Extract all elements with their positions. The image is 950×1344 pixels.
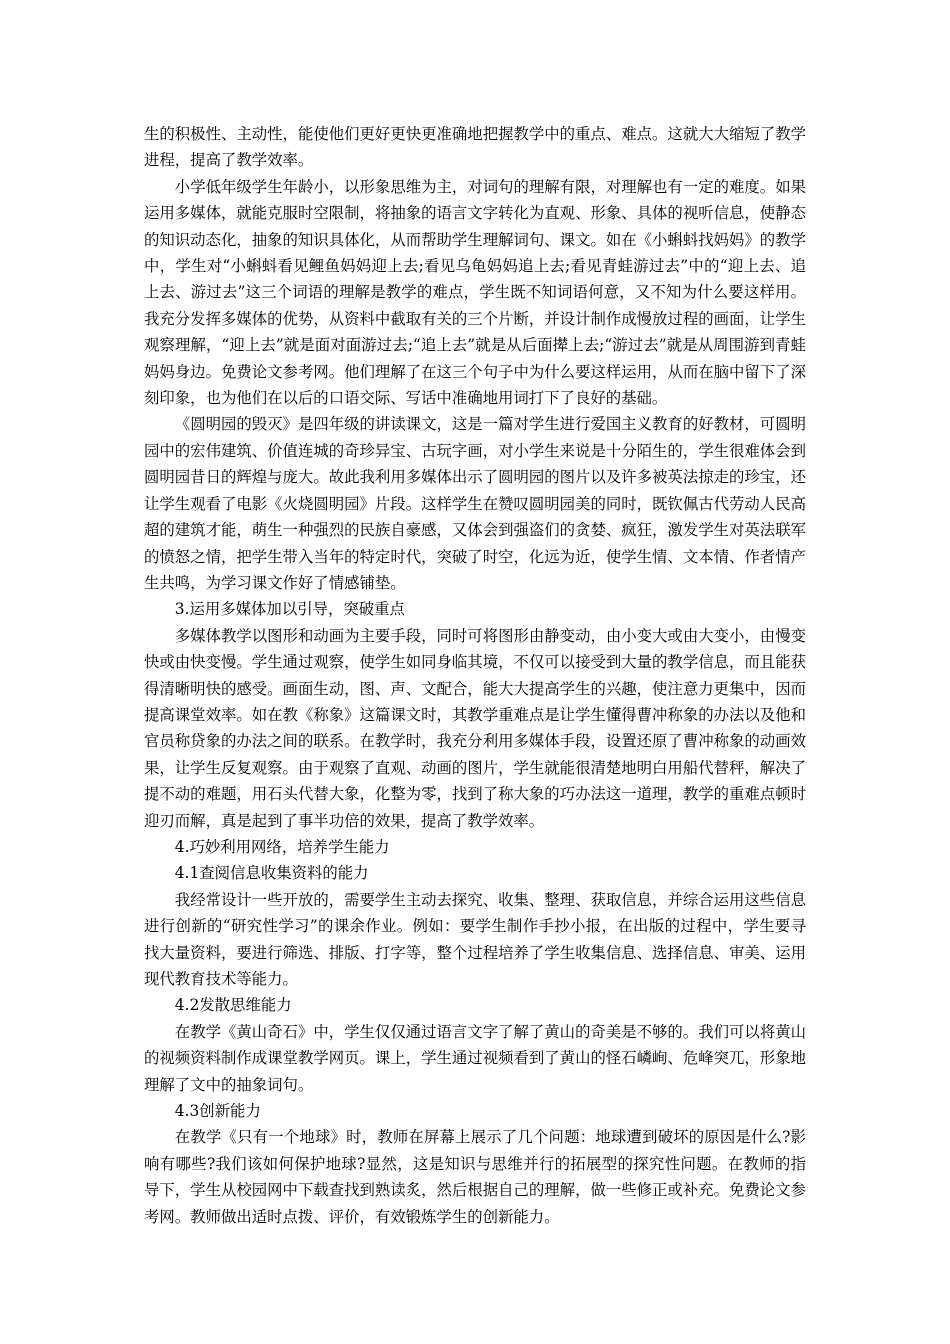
section-heading-4: 4.巧妙利用网络，培养学生能力 — [174, 837, 390, 856]
section-heading-3: 3.运用多媒体加以引导，突破重点 — [174, 600, 405, 619]
paragraph-multimedia-lower-grades: 小学低年级学生年龄小，以形象思维为主，对词句的理解有限，对理解也有一定的难度。如果运用多媒体，就能克服时空限制，将抽象的语言文字转化为直观、形象、具体的视听信息，使静态的知识动态化，抽象的知识具体化，从而帮助学生理解词句、课文。如在《小蝌蚪找妈妈》的教学中，学生对“小蝌蚪看见鲤鱼妈妈迎上去;看见乌龟妈妈追上去;看见青蛙游过去”中的“迎上去、追上去、游过去”这三个词语的理解是教学的难点，学生既不知词语何意，又不知为什么要这样用。我充分发挥多媒体的优势，从资料中截取有关的三个片断，并设计制作成慢放过程的画面，让学生观察理解，“迎上去”就是面对面游过去;“追上去”就是从后面撵上去;“游过去”就是从周围游到青蛙妈妈身边。免费论文参考网。他们理解了在这三个句子中为什么要这样运用，从而在脑中留下了深刻印象，也为他们在以后的口语交际、写话中准确地用词打下了良好的基础。 — [144, 177, 806, 408]
paragraph-innovation: 在教学《只有一个地球》时，教师在屏幕上展示了几个问题：地球遭到破坏的原因是什么?影响有哪些?我们该如何保护地球?显然，这是知识与思维并行的拓展型的探究性问题。在教师的指导下，学生从校园网中下载查找到熟读炙，然后根据自己的理解，做一些修正或补充。免费论文参考网。教师做出适时点拨、评价，有效锻炼学生的创新能力。 — [144, 1128, 806, 1226]
subsection-heading-4-3: 4.3创新能力 — [174, 1102, 261, 1121]
paragraph-information-collection: 我经常设计一些开放的，需要学生主动去探究、收集、整理、获取信息，并综合运用这些信息进行创新的“研究性学习”的课余作业。例如：要学生制作手抄小报，在出版的过程中，学生要寻找大量资料，要进行筛选、排版、打字等，整个过程培养了学生收集信息、选择信息、审美、运用现代教育技术等能力。 — [144, 890, 806, 988]
subsection-heading-4-2: 4.2发散思维能力 — [174, 996, 292, 1015]
paragraph-multimedia-guidance: 多媒体教学以图形和动画为主要手段，同时可将图形由静变动，由小变大或由大变小，由慢变快或由快变慢。学生通过观察，使学生如同身临其境，不仅可以接受到大量的教学信息，而且能获得清晰明快的感受。画面生动，图、声、文配合，能大大提高学生的兴趣，使注意力更集中，因而提高课堂效率。如在教《称象》这篇课文时，其教学重难点是让学生懂得曹冲称象的办法以及他和官员称贷象的办法之间的联系。在教学时，我充分利用多媒体手段，设置还原了曹冲称象的动画效果，让学生反复观察。由于观察了直观、动画的图片，学生就能很清楚地明白用船代替秤，解决了提不动的难题，用石头代替大象，化整为零，找到了称大象的巧办法这一道理，教学的重难点顿时迎刃而解，真是起到了事半功倍的效果，提高了教学效率。 — [144, 626, 806, 830]
paragraph-divergent-thinking: 在教学《黄山奇石》中，学生仅仅通过语言文字了解了黄山的奇美是不够的。我们可以将黄山的视频资料制作成课堂教学网页。课上，学生通过视频看到了黄山的怪石嶙峋、危峰突兀，形象地理解了文中的抽象词句。 — [144, 1022, 806, 1094]
paragraph-yuanmingyuan: 《圆明园的毁灭》是四年级的讲读课文，这是一篇对学生进行爱国主义教育的好教材，可圆明园中的宏伟建筑、价值连城的奇珍异宝、古玩字画，对小学生来说是十分陌生的，学生很难体会到圆明园昔日的辉煌与庞大。故此我利用多媒体出示了圆明园的图片以及许多被英法掠走的珍宝，还让学生观看了电影《火烧圆明园》片段。这样学生在赞叹圆明园美的同时，既钦佩古代劳动人民高超的建筑才能，萌生一种强烈的民族自豪感，又体会到强盗们的贪婪、疯狂，激发学生对英法联军的愤怒之情，把学生带入当年的特定时代，突破了时空，化远为近，使学生情、文本情、作者情产生共鸣，为学习课文作好了情感铺垫。 — [144, 415, 806, 592]
subsection-heading-4-1: 4.1查阅信息收集资料的能力 — [174, 864, 369, 883]
document-body — [144, 121, 806, 1230]
paragraph-continuation: 生的积极性、主动性，能使他们更好更快更准确地把握教学中的重点、难点。这就大大缩短了教学进程，提高了教学效率。 — [144, 125, 806, 170]
